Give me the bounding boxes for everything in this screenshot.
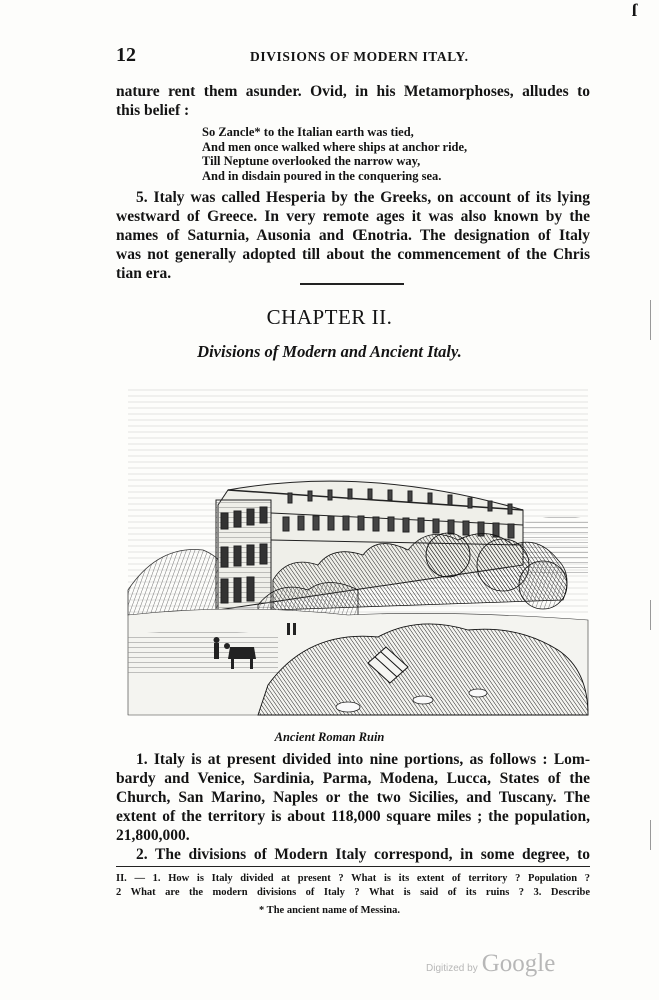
para2-line-1: 2. The divisions of Modern Italy correspond, in some degree, to	[136, 846, 590, 863]
poem-line-1: So Zancle* to the Italian earth was tied,	[202, 125, 414, 139]
google-watermark	[426, 950, 555, 978]
para1-line-1: 1. Italy is at present divided into nine portions, as follows : Lom-	[136, 751, 590, 768]
para5-line-1: 5. Italy was called Hesperia by the Greeks, on account of its lying	[136, 189, 590, 206]
questions-line-2: 2 What are the modern divisions of Italy ? What is said of its ruins ? 3. Describe	[116, 887, 590, 898]
para5-line-3: names of Saturnia, Ausonia and Œnotria. The designation of Italy	[116, 227, 590, 244]
running-title: DIVISIONS OF MODERN ITALY.	[250, 49, 469, 64]
para1-line-3: Church, San Marino, Naples or the two Sicilies, and Tuscany. The	[116, 789, 590, 806]
chapter-heading: CHAPTER II.	[266, 305, 393, 329]
para1-line-2: bardy and Venice, Sardinia, Parma, Modena, Lucca, States of the	[116, 770, 590, 787]
ancient-ruin-illustration	[118, 375, 598, 725]
page-number: 12	[116, 44, 136, 66]
scan-edge-mark	[650, 300, 651, 340]
para1-line-4: extent of the territory is about 118,000 square miles ; the population,	[116, 808, 590, 825]
poem-line-2: And men once walked where ships at anchor ride,	[202, 139, 468, 154]
scan-edge-mark	[650, 820, 651, 850]
para1-line-5: 21,800,000.	[116, 827, 190, 844]
intro-line-1: nature rent them asunder. Ovid, in his Metamorphoses, alludes to	[116, 83, 590, 100]
illustration-caption: Ancient Roman Ruin	[274, 730, 385, 744]
intro-line-2: this belief :	[116, 102, 190, 119]
poem-line-3: Till Neptune overlooked the narrow way,	[202, 154, 421, 168]
footnote: * The ancient name of Messina.	[259, 905, 400, 916]
questions-line-1: II. — 1. How is Italy divided at present ? What is its extent of territory ? Population ?	[116, 873, 590, 884]
para5-line-2: westward of Greece. In very remote ages it was also known by the	[116, 208, 590, 225]
footer-rule	[116, 866, 590, 867]
poem-line-4: And in disdain poured in the conquering sea.	[202, 168, 442, 183]
para5-line-5: tian era.	[116, 265, 172, 282]
scan-edge-mark	[650, 600, 651, 630]
corner-mark: ſ	[632, 0, 638, 20]
chapter-subtitle: Divisions of Modern and Ancient Italy.	[197, 342, 462, 361]
watermark-brand: Google	[481, 950, 556, 977]
watermark-prefix: Digitized by	[426, 963, 478, 974]
section-rule	[300, 283, 404, 285]
para5-line-4: was not generally adopted till about the commencement of the Chris	[116, 246, 590, 263]
